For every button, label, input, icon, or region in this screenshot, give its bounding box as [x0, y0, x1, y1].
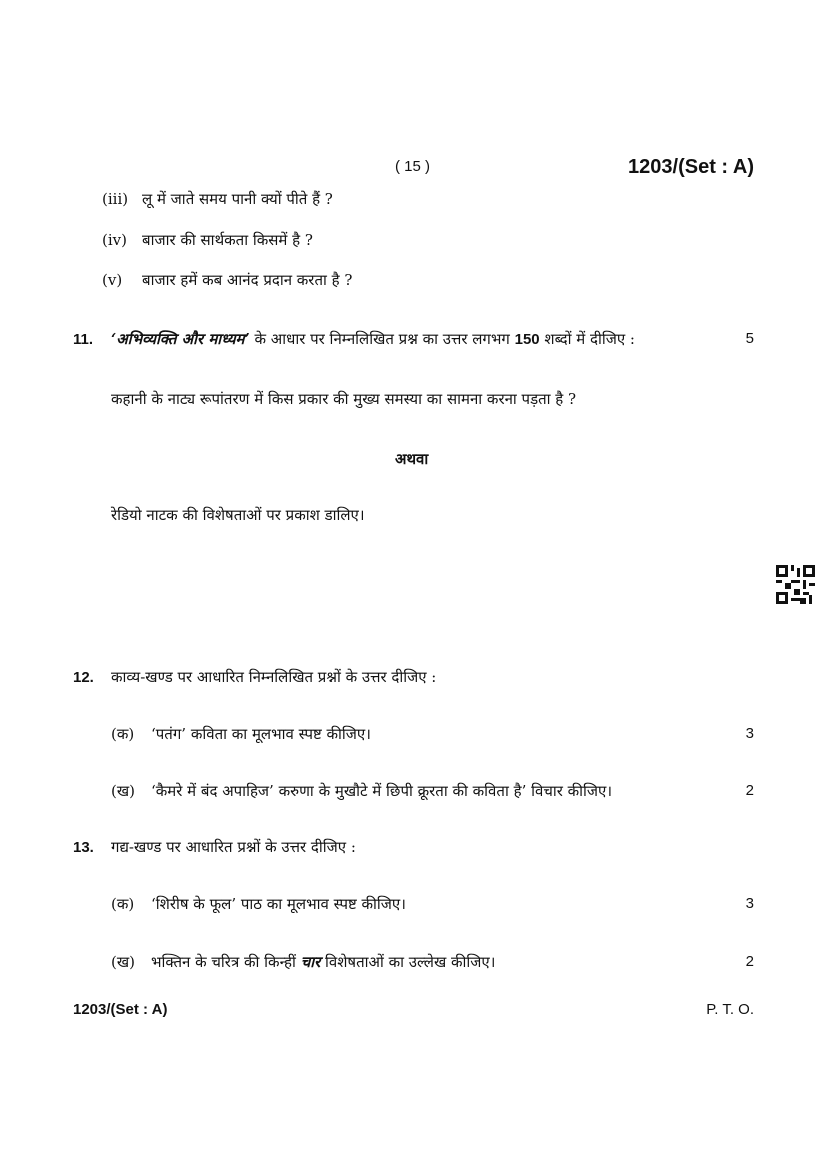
item-label: (क) [111, 725, 135, 743]
paper-code-header: 1203/(Set : A) [628, 156, 754, 178]
question-number: 13. [73, 839, 94, 856]
item-text: लू में जाते समय पानी क्यों पीते हैं ? [142, 190, 333, 208]
q10-item-iv [102, 229, 313, 251]
q13-ka-marks: 3 [745, 895, 754, 912]
item-text: ‘शिरीष के फूल’ पाठ का मूलभाव स्पष्ट कीजिए। [151, 895, 406, 913]
q11-prompt [73, 328, 635, 351]
q12-item-kha [111, 780, 612, 802]
q12-prompt [73, 666, 436, 689]
q11-marks: 5 [745, 330, 754, 347]
question-number: 12. [73, 669, 94, 686]
prompt-text: काव्य-खण्ड पर आधारित निम्नलिखित प्रश्नों के उत्तर दीजिए : [111, 668, 437, 686]
q13-item-kha [111, 951, 495, 973]
page-number: ( 15 ) [395, 158, 431, 175]
q10-item-iii [102, 188, 333, 210]
question-number: 11. [73, 331, 94, 348]
item-label: (iv) [102, 231, 127, 249]
qr-code-icon [776, 565, 815, 604]
prompt-text: गद्य-खण्ड पर आधारित प्रश्नों के उत्तर दीजिए : [111, 838, 356, 856]
q13-kha-marks: 2 [745, 953, 754, 970]
q11-question: कहानी के नाट्य रूपांतरण में किस प्रकार की मुख्य समस्या का सामना करना पड़ता है ? [111, 390, 577, 408]
prompt-text: के आधार पर निम्नलिखित प्रश्न का उत्तर लगभग [249, 330, 515, 348]
q11-alternative: रेडियो नाटक की विशेषताओं पर प्रकाश डालिए। [111, 506, 365, 524]
item-label: (v) [102, 271, 123, 289]
item-label: (ख) [111, 953, 135, 971]
q12-item-ka [111, 723, 371, 745]
q10-item-v [102, 269, 352, 291]
item-text: भक्तिन के चरित्र की किन्हीं [151, 953, 301, 971]
prompt-text: शब्दों में दीजिए : [539, 330, 635, 348]
item-label: (ख) [111, 782, 135, 800]
pto-label: P. T. O. [706, 1001, 754, 1018]
q13-item-ka [111, 893, 406, 915]
item-text: बाजार की सार्थकता किसमें है ? [142, 231, 313, 249]
item-text: ‘कैमरे में बंद अपाहिज’ करुणा के मुखौटे में छिपी क्रूरता की कविता है’ विचार कीजिए। [151, 782, 613, 800]
item-label: (क) [111, 895, 135, 913]
item-text: विशेषताओं का उल्लेख कीजिए। [320, 953, 496, 971]
paper-code-footer: 1203/(Set : A) [73, 1001, 168, 1018]
q13-prompt [73, 836, 356, 859]
item-label: (iii) [102, 190, 129, 208]
item-text: बाजार हमें कब आनंद प्रदान करता है ? [142, 271, 353, 289]
q12-ka-marks: 3 [745, 725, 754, 742]
book-title: ‘अभिव्यक्ति और माध्यम’ [111, 330, 250, 348]
q12-kha-marks: 2 [745, 782, 754, 799]
or-label: अथवा [395, 450, 429, 468]
emphasis-word: चार [300, 953, 321, 971]
item-text: ‘पतंग’ कविता का मूलभाव स्पष्ट कीजिए। [151, 725, 371, 743]
word-count: 150 [514, 331, 540, 348]
